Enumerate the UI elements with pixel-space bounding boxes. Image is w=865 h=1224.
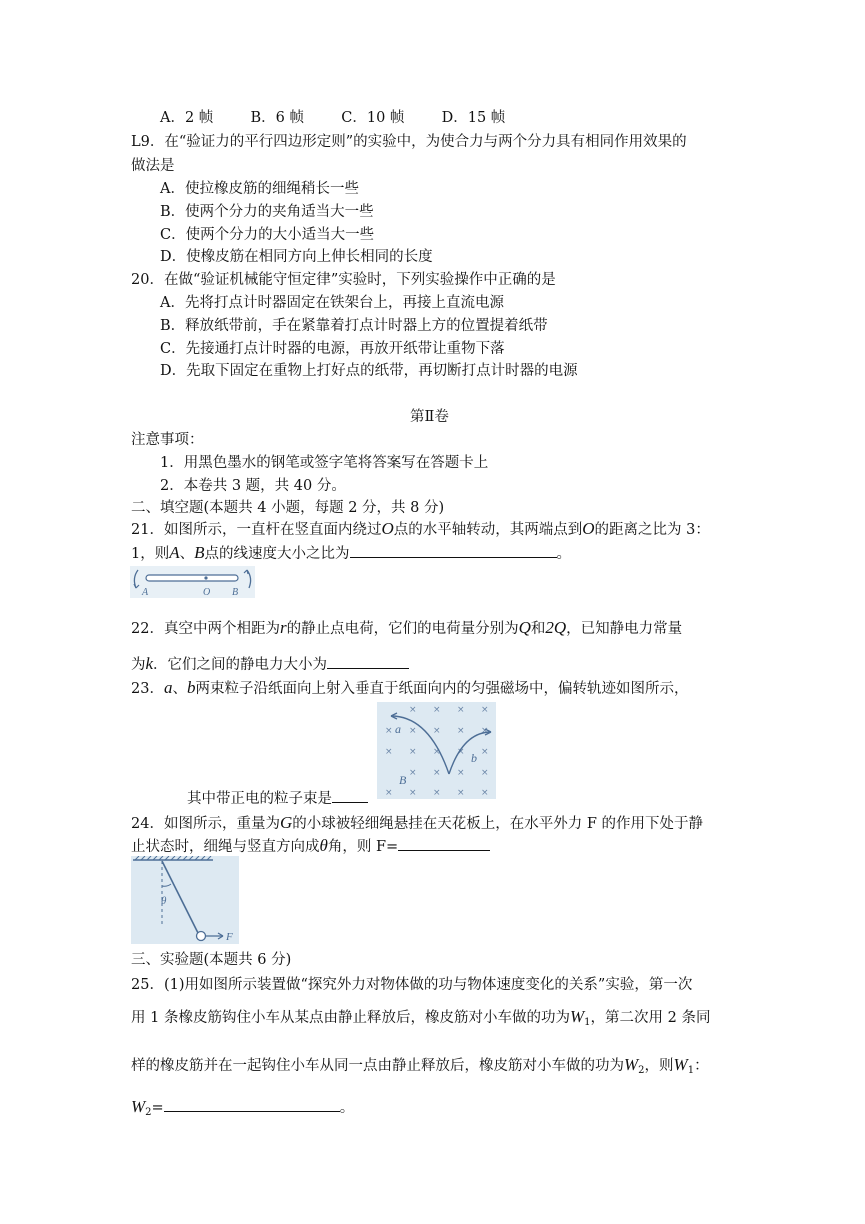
q20-option-b: B．释放纸带前，手在紧靠着打点计时器上方的位置提着纸带 bbox=[160, 318, 548, 334]
field-cross-icon: × bbox=[409, 768, 417, 778]
q21-answer-blank[interactable] bbox=[350, 556, 557, 558]
q23-b-var: b bbox=[186, 678, 196, 697]
q25-line3: 样的橡皮筋并在一起钩住小车从同一点由静止释放后，橡皮筋对小车做的功为$W_2$，则$W_1$： bbox=[131, 1055, 709, 1076]
q21-b-var: B bbox=[194, 543, 205, 562]
field-cross-icon: × bbox=[481, 747, 489, 757]
q24-fig-label-theta: θ bbox=[161, 895, 167, 907]
q25-w2-var: W bbox=[624, 1055, 639, 1074]
field-cross-icon: × bbox=[433, 747, 441, 757]
q22-k-var: k bbox=[145, 654, 154, 673]
field-cross-icon: × bbox=[409, 788, 417, 798]
q23-fig-label-b: b bbox=[471, 751, 477, 765]
q22-line1: 22．真空中两个相距为r的静止点电荷，它们的电荷量分别为Q和2Q，已知静电力常量 bbox=[131, 618, 683, 637]
q21-a-var: A bbox=[169, 543, 180, 562]
q19-option-a: A．使拉橡皮筋的细绳稍长一些 bbox=[160, 181, 359, 197]
q23-fig-label-field: B bbox=[399, 773, 407, 787]
q22-answer-blank[interactable] bbox=[327, 667, 409, 669]
q18-option-b: B．6 帧 bbox=[250, 110, 305, 126]
q21-o-var: O bbox=[381, 519, 394, 538]
q20-option-d: D．先取下固定在重物上打好点的纸带，再切断打点计时器的电源 bbox=[160, 363, 578, 379]
q24-answer-blank[interactable] bbox=[398, 849, 490, 851]
field-cross-icon: × bbox=[481, 705, 489, 715]
q18-option-d: D．15 帧 bbox=[441, 110, 506, 126]
q18-option-a: A．2 帧 bbox=[160, 110, 214, 126]
q21-fig-label-b: B bbox=[232, 587, 239, 598]
q25-w1-var: W bbox=[569, 1007, 585, 1026]
q22-r-var: r bbox=[279, 618, 287, 637]
q25-line4: $W_2=$ 。 bbox=[131, 1097, 355, 1118]
q25-answer-blank[interactable] bbox=[164, 1110, 340, 1112]
notes-title: 注意事项： bbox=[131, 432, 204, 448]
q23-line1: 23．a、b两束粒子沿纸面向上射入垂直于纸面向内的匀强磁场中，偏转轨迹如图所示， bbox=[131, 678, 689, 697]
q18-options bbox=[160, 106, 505, 127]
q21-line1: 21．如图所示，一直杆在竖直面内绕过O点的水平轴转动，其两端点到O的距离之比为 3： bbox=[131, 519, 710, 538]
q23-answer-blank[interactable] bbox=[332, 801, 368, 803]
q20-stem: 20．在做“验证机械能守恒定律”实验时，下列实验操作中正确的是 bbox=[131, 272, 556, 288]
part2-heading: 二、填空题(本题共 4 小题，每题 2 分，共 8 分) bbox=[131, 500, 445, 516]
q25-w2-var-2: W bbox=[131, 1097, 146, 1116]
q23-line2: 其中带正电的粒子束是 bbox=[187, 787, 368, 808]
field-cross-icon: × bbox=[385, 747, 393, 757]
q22-2q-var: 2Q bbox=[545, 618, 567, 637]
part3-heading: 三、实验题(本题共 6 分) bbox=[131, 952, 292, 968]
field-cross-icon: × bbox=[409, 705, 417, 715]
q24-pendulum-figure bbox=[131, 856, 239, 944]
q22-q-var: Q bbox=[518, 618, 531, 637]
field-cross-icon: × bbox=[433, 788, 441, 798]
q23-a-var: a bbox=[163, 678, 173, 697]
q24-g-var: G bbox=[279, 813, 293, 832]
q19-stem-line1: L9．在“验证力的平行四边形定则”的实验中，为使合力与两个分力具有相同作用效果的 bbox=[131, 134, 687, 150]
q18-option-c: C．10 帧 bbox=[341, 110, 405, 126]
field-cross-icon: × bbox=[481, 788, 489, 798]
field-cross-icon: × bbox=[481, 726, 489, 736]
q23-fig-label-a: a bbox=[395, 722, 401, 736]
q22-line2: 为k．它们之间的静电力大小为 bbox=[131, 653, 409, 674]
notes-item-1: 1．用黑色墨水的钢笔或签字笔将答案写在答题卡上 bbox=[160, 455, 489, 471]
q19-option-d: D．使橡皮筋在相同方向上伸长相同的长度 bbox=[160, 249, 433, 265]
q23-field-figure bbox=[377, 702, 496, 799]
field-cross-icon: × bbox=[457, 768, 465, 778]
q24-line1: 24．如图所示，重量为G的小球被轻细绳悬挂在天花板上，在水平外力 F 的作用下处于静 bbox=[131, 813, 704, 832]
q25-line2: 用 1 条橡皮筋钩住小车从某点由静止释放后，橡皮筋对小车做的功为$W_1$，第二次用 2 条同 bbox=[131, 1007, 711, 1028]
field-cross-icon: × bbox=[433, 768, 441, 778]
notes-item-2: 2．本卷共 3 题，共 40 分。 bbox=[160, 478, 346, 494]
field-cross-icon: × bbox=[457, 705, 465, 715]
q19-option-b: B．使两个分力的夹角适当大一些 bbox=[160, 204, 374, 220]
q25-w1-var-2: W bbox=[673, 1055, 688, 1074]
q21-o-var-2: O bbox=[582, 519, 595, 538]
q21-fig-label-a: A bbox=[142, 587, 149, 598]
q25-line1: 25．(1)用如图所示装置做“探究外力对物体做的功与物体速度变化的关系”实验，第一次 bbox=[131, 977, 693, 993]
field-cross-icon: × bbox=[457, 788, 465, 798]
field-cross-icon: × bbox=[409, 747, 417, 757]
q24-line2: 止状态时，细绳与竖直方向成θ角，则 F= bbox=[131, 835, 490, 856]
field-cross-icon: × bbox=[457, 726, 465, 736]
field-cross-icon: × bbox=[433, 726, 441, 736]
q19-option-c: C．使两个分力的大小适当大一些 bbox=[160, 227, 375, 243]
q20-option-c: C．先接通打点计时器的电源，再放开纸带让重物下落 bbox=[160, 341, 505, 357]
field-cross-icon: × bbox=[457, 747, 465, 757]
field-cross-icon: × bbox=[385, 788, 393, 798]
q20-option-a: A．先将打点计时器固定在铁架台上，再接上直流电源 bbox=[160, 295, 504, 311]
q24-theta-var: θ bbox=[319, 836, 328, 855]
q19-stem-line2: 做法是 bbox=[131, 158, 175, 174]
field-cross-icon: × bbox=[481, 768, 489, 778]
q21-rod-figure bbox=[130, 566, 255, 598]
section-title: 第Ⅱ卷 bbox=[410, 409, 449, 425]
field-cross-icon: × bbox=[409, 726, 417, 736]
field-cross-icon: × bbox=[385, 726, 393, 736]
q21-line2: 1，则A、B点的线速度大小之比为 。 bbox=[131, 543, 572, 562]
q24-fig-label-f: F bbox=[226, 931, 233, 943]
q21-fig-label-o: O bbox=[203, 587, 211, 598]
field-cross-icon: × bbox=[433, 705, 441, 715]
